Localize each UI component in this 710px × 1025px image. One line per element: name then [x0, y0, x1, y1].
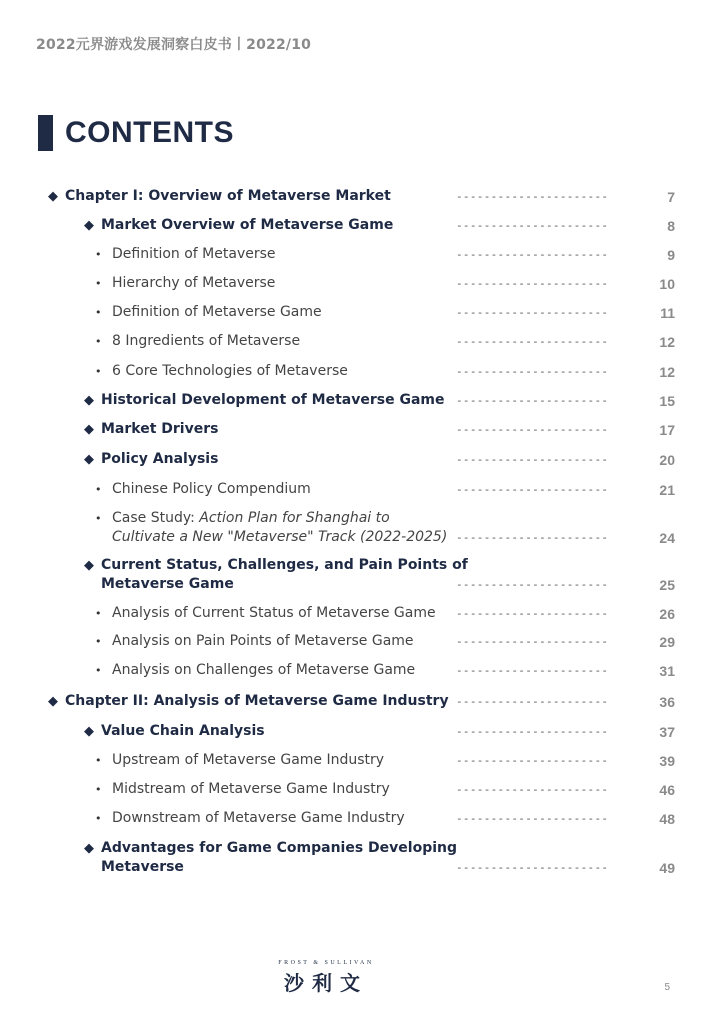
- toc-entry-level-3[interactable]: [95, 480, 311, 499]
- toc-leader-dots: ----------------------: [456, 754, 609, 767]
- toc-page-number: 20: [659, 452, 675, 468]
- toc-entry-label: Market Overview of Metaverse Game: [101, 217, 394, 233]
- toc-entry-label: 8 Ingredients of Metaverse: [112, 333, 301, 349]
- bullet-icon: •: [95, 277, 102, 290]
- toc-entry-level-3[interactable]: [95, 509, 448, 547]
- bullet-icon: •: [95, 607, 102, 620]
- toc-entry-label: Definition of Metaverse: [112, 246, 276, 262]
- toc-leader-dots: ----------------------: [456, 190, 609, 203]
- toc-entry-level-3[interactable]: [95, 751, 385, 770]
- toc-page-number: 21: [659, 482, 675, 498]
- toc-page-number: 10: [659, 276, 675, 292]
- bullet-icon: •: [95, 335, 102, 348]
- bullet-icon: •: [95, 512, 102, 525]
- document-header: 2022元界游戏发展洞察白皮书丨2022/10: [36, 37, 312, 53]
- title-bar-decoration: [38, 115, 53, 151]
- toc-entry-label: Advantages for Game Companies Developing: [101, 840, 458, 856]
- toc-page-number: 29: [659, 634, 675, 650]
- diamond-icon: ◆: [84, 422, 94, 437]
- toc-entry-level-3[interactable]: [95, 809, 405, 828]
- toc-leader-dots: ----------------------: [456, 812, 609, 825]
- toc-entry-label: Market Drivers: [101, 421, 219, 437]
- toc-leader-dots: ----------------------: [456, 635, 609, 648]
- diamond-icon: ◆: [84, 724, 94, 739]
- toc-entry-label: Hierarchy of Metaverse: [112, 275, 276, 291]
- page-number: 5: [664, 982, 670, 993]
- bullet-icon: •: [95, 812, 102, 825]
- toc-page-number: 49: [659, 860, 675, 876]
- toc-page-number: 36: [659, 694, 675, 710]
- toc-entry-label: Current Status, Challenges, and Pain Points of: [101, 557, 468, 573]
- toc-leader-dots: ----------------------: [456, 578, 609, 591]
- toc-entry-label: Value Chain Analysis: [101, 723, 265, 739]
- toc-entry-level-3[interactable]: [95, 274, 276, 293]
- diamond-icon: ◆: [48, 694, 58, 709]
- toc-page-number: 48: [659, 811, 675, 827]
- toc-entry-label-line2: Metaverse Game: [101, 576, 234, 592]
- toc-entry-level-1[interactable]: [48, 187, 391, 206]
- toc-leader-dots: ----------------------: [456, 531, 609, 544]
- toc-entry-level-2[interactable]: [84, 420, 219, 439]
- toc-page-number: 39: [659, 753, 675, 769]
- toc-entry-level-2[interactable]: [84, 839, 458, 877]
- toc-leader-dots: ----------------------: [456, 335, 609, 348]
- toc-entry-label: Upstream of Metaverse Game Industry: [112, 752, 385, 768]
- toc-entry-level-3[interactable]: [95, 245, 276, 264]
- toc-page-number: 46: [659, 782, 675, 798]
- toc-entry-level-3[interactable]: [95, 332, 301, 351]
- toc-leader-dots: ----------------------: [456, 725, 609, 738]
- toc-entry-level-3[interactable]: [95, 780, 390, 799]
- toc-entry-level-2[interactable]: [84, 391, 445, 410]
- page-title: CONTENTS: [65, 116, 234, 149]
- toc-entry-level-3[interactable]: [95, 661, 416, 680]
- toc-entry-label-italic: Action Plan for Shanghai to: [199, 510, 390, 526]
- toc-leader-dots: ----------------------: [456, 453, 609, 466]
- diamond-icon: ◆: [84, 452, 94, 467]
- diamond-icon: ◆: [84, 218, 94, 233]
- toc-page-number: 12: [659, 364, 675, 380]
- toc-page-number: 37: [659, 724, 675, 740]
- bullet-icon: •: [95, 635, 102, 648]
- frost-sullivan-logo: [276, 960, 376, 995]
- logo-english-text: FROST & SULLIVAN: [278, 960, 374, 966]
- toc-page-number: 26: [659, 606, 675, 622]
- toc-entry-level-2[interactable]: [84, 450, 219, 469]
- toc-entry-label: 6 Core Technologies of Metaverse: [112, 363, 348, 379]
- toc-entry-label-italic-line2: Cultivate a New "Metaverse" Track (2022-2025): [112, 529, 448, 545]
- toc-leader-dots: ----------------------: [456, 664, 609, 677]
- toc-page-number: 12: [659, 334, 675, 350]
- toc-entry-label: Chinese Policy Compendium: [112, 481, 311, 497]
- toc-entry-level-3[interactable]: [95, 632, 414, 651]
- toc-leader-dots: ----------------------: [456, 607, 609, 620]
- bullet-icon: •: [95, 754, 102, 767]
- toc-page-number: 9: [667, 247, 675, 263]
- toc-leader-dots: ----------------------: [456, 248, 609, 261]
- toc-entry-label: Historical Development of Metaverse Game: [101, 392, 445, 408]
- toc-entry-label: Case Study:: [112, 510, 200, 526]
- bullet-icon: •: [95, 483, 102, 496]
- toc-page-number: 8: [667, 218, 675, 234]
- toc-leader-dots: ----------------------: [456, 277, 609, 290]
- toc-entry-label: Chapter I: Overview of Metaverse Market: [65, 188, 391, 204]
- contents-heading: [38, 114, 234, 152]
- toc-entry-level-1[interactable]: [48, 692, 449, 711]
- toc-entry-level-3[interactable]: [95, 303, 322, 322]
- toc-leader-dots: ----------------------: [456, 695, 609, 708]
- diamond-icon: ◆: [84, 558, 94, 573]
- toc-entry-label: Definition of Metaverse Game: [112, 304, 322, 320]
- toc-leader-dots: ----------------------: [456, 394, 609, 407]
- toc-page-number: 7: [667, 189, 675, 205]
- toc-leader-dots: ----------------------: [456, 306, 609, 319]
- toc-page-number: 24: [659, 530, 675, 546]
- toc-leader-dots: ----------------------: [456, 483, 609, 496]
- toc-page-number: 15: [659, 393, 675, 409]
- toc-entry-label: Analysis of Current Status of Metaverse Game: [112, 605, 436, 621]
- diamond-icon: ◆: [84, 841, 94, 856]
- toc-page-number: 11: [660, 305, 675, 321]
- toc-entry-level-2[interactable]: [84, 556, 468, 594]
- bullet-icon: •: [95, 306, 102, 319]
- toc-page-number: 17: [659, 422, 675, 438]
- bullet-icon: •: [95, 664, 102, 677]
- toc-entry-label: Midstream of Metaverse Game Industry: [112, 781, 390, 797]
- diamond-icon: ◆: [84, 393, 94, 408]
- toc-leader-dots: ----------------------: [456, 861, 609, 874]
- toc-page-number: 25: [659, 577, 675, 593]
- logo-chinese-text: 沙利文: [284, 971, 368, 995]
- toc-entry-label: Analysis on Challenges of Metaverse Game: [112, 662, 416, 678]
- toc-entry-level-2[interactable]: [84, 722, 265, 741]
- toc-entry-level-3[interactable]: [95, 604, 436, 623]
- toc-entry-label: Chapter II: Analysis of Metaverse Game Industry: [65, 693, 449, 709]
- toc-entry-label-line2: Metaverse: [101, 859, 184, 875]
- bullet-icon: •: [95, 783, 102, 796]
- toc-entry-label: Downstream of Metaverse Game Industry: [112, 810, 405, 826]
- toc-leader-dots: ----------------------: [456, 783, 609, 796]
- toc-entry-label: Policy Analysis: [101, 451, 219, 467]
- toc-page-number: 31: [659, 663, 675, 679]
- toc-entry-label: Analysis on Pain Points of Metaverse Game: [112, 633, 414, 649]
- toc-entry-level-2[interactable]: [84, 216, 394, 235]
- toc-entry-level-3[interactable]: [95, 362, 348, 381]
- toc-leader-dots: ----------------------: [456, 219, 609, 232]
- toc-leader-dots: ----------------------: [456, 423, 609, 436]
- diamond-icon: ◆: [48, 189, 58, 204]
- bullet-icon: •: [95, 248, 102, 261]
- bullet-icon: •: [95, 365, 102, 378]
- toc-leader-dots: ----------------------: [456, 365, 609, 378]
